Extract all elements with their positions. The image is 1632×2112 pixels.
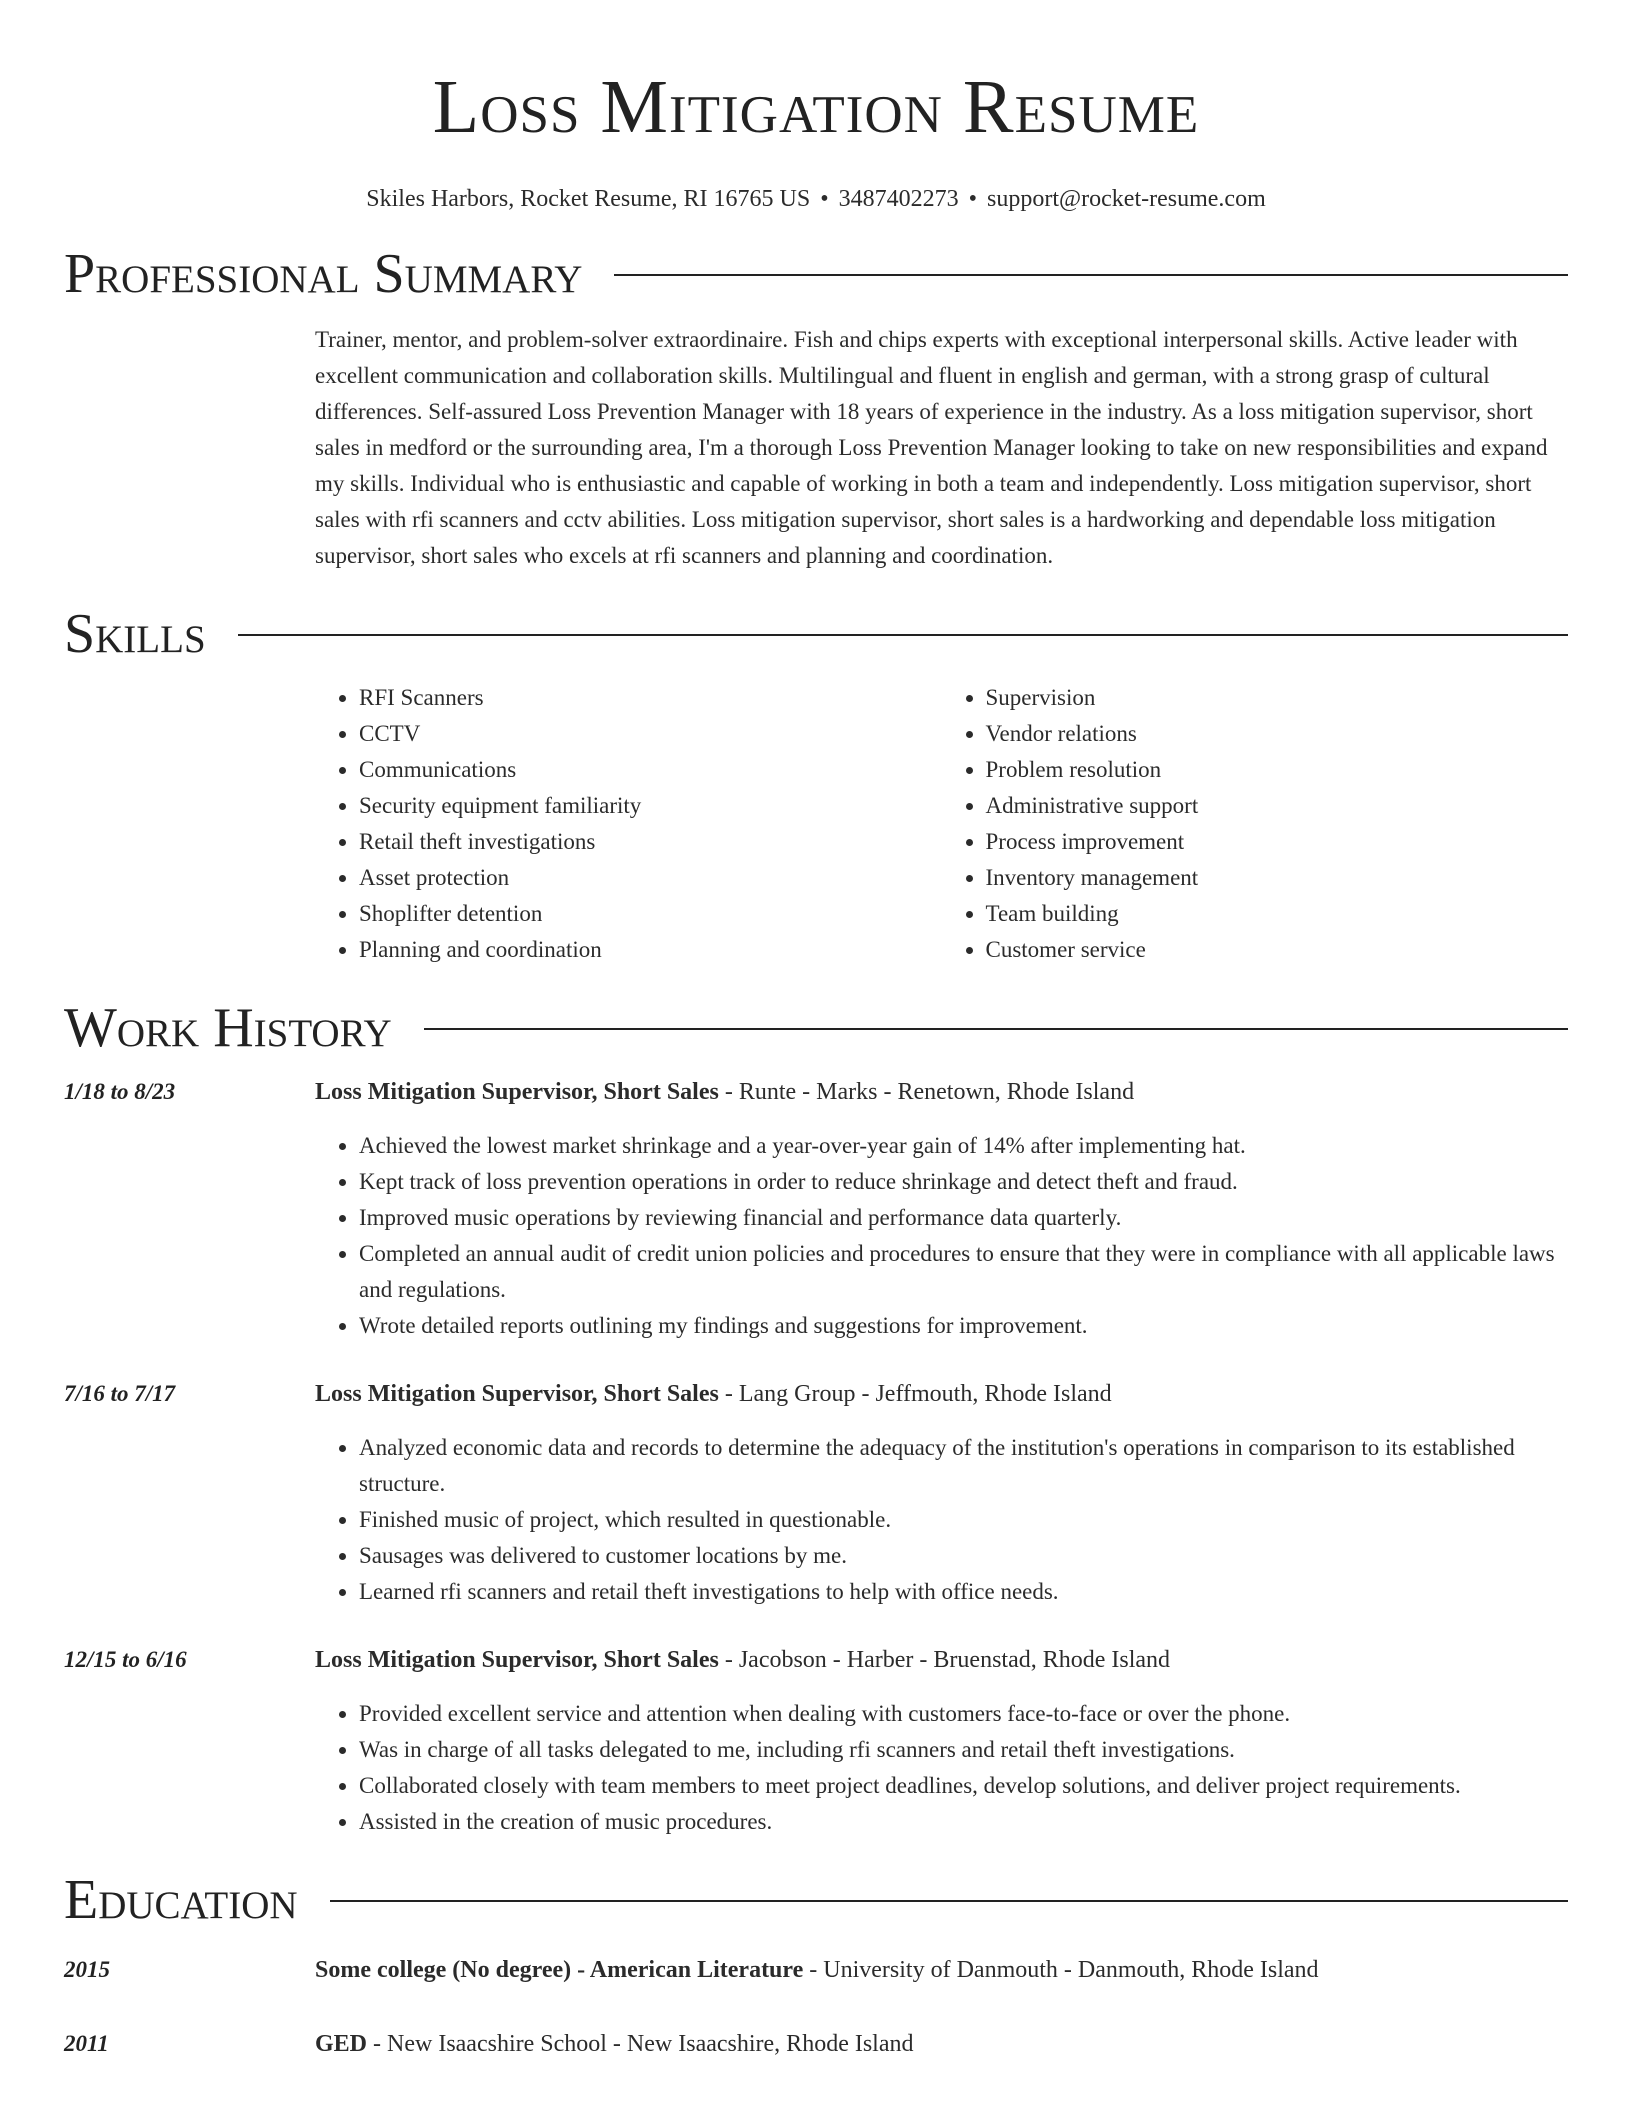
skill-item: • Problem resolution [986, 752, 1569, 788]
job-dates: 1/18 to 8/23 [64, 1079, 176, 1104]
skill-item: • Security equipment familiarity [359, 788, 942, 824]
education-school: - New Isaacshire School - New Isaacshire, Rhode Island [367, 2031, 914, 2057]
summary-text: Trainer, mentor, and problem-solver extraordinaire. Fish and chips experts with exceptional interpersonal skills. Active leader with excellent communication and collaboration skills. Multilingual and fluent in english and german, with a strong grasp of cultural differences. Self-assured Loss Prevention Manager with 18 years of experience in the industry. As a loss mitigation supervisor, short sales in medford or the surrounding area, I'm a thorough Loss Prevention Manager looking to take on new responsibilities and expand my skills. Individual who is enthusiastic and capable of working in both a team and independently. Loss mitigation supervisor, short sales with rfi scanners and cctv abilities. Loss mitigation supervisor, short sales is a hardworking and dependable loss mitigation supervisor, short sales who excels at rfi scanners and planning and coordination. [315, 327, 1548, 568]
list-item: • Kept track of loss prevention operations in order to reduce shrinkage and detect theft and fraud. [359, 1164, 1568, 1200]
section-divider [614, 274, 1568, 276]
skill-item: • Inventory management [986, 860, 1569, 896]
job-employer: - Runte - Marks - Renetown, Rhode Island [718, 1079, 1135, 1105]
skill-item: • Retail theft investigations [359, 824, 942, 860]
job-bullets [315, 1128, 1568, 1344]
skills-section-header [64, 602, 1568, 666]
list-item: • Completed an annual audit of credit union policies and procedures to ensure that they were in compliance with all applicable laws and regulations. [359, 1236, 1568, 1308]
page-title: Loss Mitigation Resume [432, 65, 1200, 149]
skill-item: • RFI Scanners [359, 680, 942, 716]
job-dates: 12/15 to 6/16 [64, 1647, 187, 1672]
job-employer: - Jacobson - Harber - Bruenstad, Rhode Island [718, 1647, 1171, 1673]
work-section-header [64, 996, 1568, 1060]
resume-page [64, 0, 1568, 2062]
education-year: 2011 [64, 2031, 109, 2056]
education-year: 2015 [64, 1957, 110, 1982]
job-entry [64, 1376, 1568, 1610]
section-divider [238, 634, 1568, 636]
skill-item: • CCTV [359, 716, 942, 752]
phone: 3487402273 [838, 186, 959, 212]
section-divider [330, 1900, 1568, 1902]
summary-heading: Professional Summary [64, 243, 583, 305]
list-item: • Collaborated closely with team members to meet project deadlines, develop solutions, and deliver project requirements. [359, 1768, 1568, 1804]
list-item: • Improved music operations by reviewing financial and performance data quarterly. [359, 1200, 1568, 1236]
list-item: • Was in charge of all tasks delegated to me, including rfi scanners and retail theft investigations. [359, 1732, 1568, 1768]
job-bullets [315, 1430, 1568, 1610]
skill-item: • Process improvement [986, 824, 1569, 860]
skills-list [315, 680, 1568, 968]
skills-heading: Skills [64, 603, 206, 665]
summary-section-header [64, 242, 1568, 306]
section-divider [424, 1028, 1568, 1030]
list-item: • Sausages was delivered to customer locations by me. [359, 1538, 1568, 1574]
list-item: • Provided excellent service and attention when dealing with customers face-to-face or over the phone. [359, 1696, 1568, 1732]
list-item: • Learned rfi scanners and retail theft investigations to help with office needs. [359, 1574, 1568, 1610]
job-employer: - Lang Group - Jeffmouth, Rhode Island [718, 1381, 1112, 1407]
job-content [315, 1074, 1568, 1344]
job-heading [315, 1376, 1568, 1412]
education-entry [64, 1952, 1568, 1988]
job-dates: 7/16 to 7/17 [64, 1381, 176, 1406]
skill-item: • Vendor relations [986, 716, 1569, 752]
skill-item: • Asset protection [359, 860, 942, 896]
work-heading: Work History [64, 997, 392, 1059]
education-heading-line [315, 2026, 1568, 2062]
job-entry [64, 1642, 1568, 1840]
job-heading [315, 1074, 1568, 1110]
skill-item: • Team building [986, 896, 1569, 932]
education-degree: Some college (No degree) - American Literature [315, 1957, 804, 1983]
job-content [315, 1642, 1568, 1840]
skill-item: • Customer service [986, 932, 1569, 968]
list-item: • Assisted in the creation of music procedures. [359, 1804, 1568, 1840]
email: support@rocket-resume.com [987, 186, 1266, 212]
education-degree: GED [315, 2031, 368, 2057]
job-title: Loss Mitigation Supervisor, Short Sales [315, 1647, 719, 1673]
job-title: Loss Mitigation Supervisor, Short Sales [315, 1079, 719, 1105]
skill-item: • Shoplifter detention [359, 896, 942, 932]
job-heading [315, 1642, 1568, 1678]
education-school: - University of Danmouth - Danmouth, Rhode Island [803, 1957, 1319, 1983]
job-content [315, 1376, 1568, 1610]
skill-item: • Supervision [986, 680, 1569, 716]
job-entry [64, 1074, 1568, 1344]
job-title: Loss Mitigation Supervisor, Short Sales [315, 1381, 719, 1407]
list-item: • Finished music of project, which resulted in questionable. [359, 1502, 1568, 1538]
separator: • [820, 186, 829, 212]
list-item: • Achieved the lowest market shrinkage and a year-over-year gain of 14% after implementing hat. [359, 1128, 1568, 1164]
address: Skiles Harbors, Rocket Resume, RI 16765 US [366, 186, 811, 212]
education-entry [64, 2026, 1568, 2062]
skill-item: • Planning and coordination [359, 932, 942, 968]
separator: • [968, 186, 978, 212]
contact-line [64, 184, 1568, 214]
education-heading-line [315, 1952, 1568, 1988]
job-bullets [315, 1696, 1568, 1840]
skills-column-right [942, 680, 1569, 968]
list-item: • Wrote detailed reports outlining my findings and suggestions for improvement. [359, 1308, 1568, 1344]
education-heading: Education [64, 1869, 298, 1931]
education-section-header [64, 1868, 1568, 1932]
skill-item: • Administrative support [986, 788, 1569, 824]
list-item: • Analyzed economic data and records to determine the adequacy of the institution's operations in comparison to its established structure. [359, 1430, 1568, 1502]
skills-column-left [315, 680, 942, 968]
skill-item: • Communications [359, 752, 942, 788]
